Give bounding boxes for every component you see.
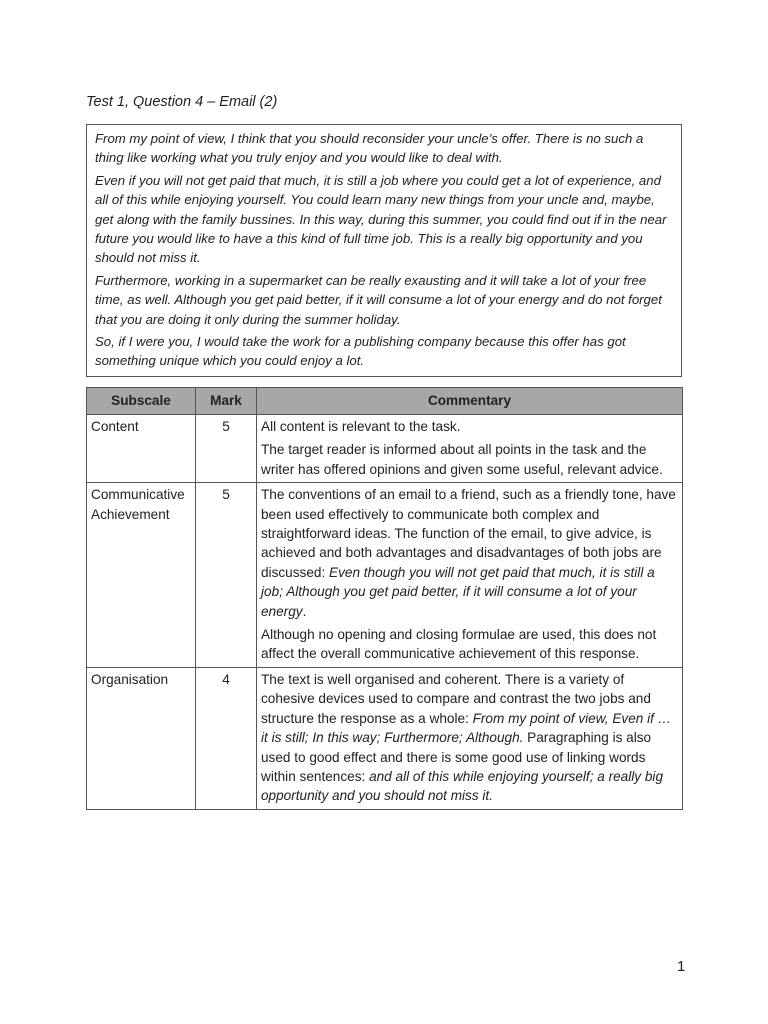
page-number: 1: [677, 958, 686, 975]
quoted-example: Even though you will not get paid that much, it is still a job; Although you get paid better, if it will consume a lot of your energy: [261, 564, 655, 619]
table-row: [87, 483, 683, 668]
mark-cell: 4: [196, 667, 257, 809]
assessment-table: [86, 387, 683, 810]
commentary-paragraph: [261, 670, 678, 806]
quoted-example: and all of this while enjoying yourself; a really big opportunity and you should not miss it.: [261, 768, 664, 804]
essay-paragraph: Even if you will not get paid that much, it is still a job where you could get a lot of experience, and all of this while enjoying yourself. You could learn many new things from your uncle and, maybe, get along with the family bussines. In this way, during this summer, you could find out if in the near future you would like to have a this kind of full time job. This is a really big opportunity and you should not miss it.: [95, 172, 667, 266]
commentary-paragraph: [261, 485, 678, 621]
commentary-text: Although no opening and closing formulae are used, this does not affect the overall communicative achievement of this response.: [261, 627, 657, 662]
commentary-text: .: [302, 603, 307, 619]
header-subscale: Subscale: [87, 388, 196, 415]
page-title: Test 1, Question 4 – Email (2): [86, 94, 278, 110]
commentary-text: The text is well organised and coherent. There is a variety of cohesive devices used to compare and contrast the two jobs and structure the response as a whole:: [261, 671, 651, 726]
mark-cell: 5: [196, 415, 257, 483]
subscale-cell: Content: [87, 415, 196, 483]
essay-paragraph: So, if I were you, I would take the work for a publishing company because this offer has got something unique which you could enjoy a lot.: [95, 334, 626, 369]
commentary-paragraph: [261, 417, 678, 436]
commentary-text: The conventions of an email to a friend, such as a friendly tone, have been used effectively to communicate both complex and straightforward ideas. The function of the email, to give advice, is achieved and both advantages and disadvantages of both jobs are discussed:: [261, 487, 676, 580]
commentary-text: All content is relevant to the task.: [261, 419, 461, 434]
commentary-cell: [257, 667, 683, 809]
commentary-paragraph: [261, 440, 678, 479]
table-header-row: [87, 388, 683, 415]
essay-paragraph: Furthermore, working in a supermarket can be really exausting and it will take a lot of your free time, as well. Although you get paid better, if it will consume a lot of your energy and do not forget that you are doing it only during the summer holiday.: [95, 272, 662, 327]
subscale-cell: Communicative Achievement: [87, 483, 196, 668]
header-commentary: Commentary: [257, 388, 683, 415]
essay-paragraph: From my point of view, I think that you should reconsider your uncle’s offer. There is no such a thing like working what you truly enjoy and you would like to deal with.: [95, 131, 644, 166]
commentary-cell: [257, 483, 683, 668]
commentary-cell: [257, 415, 683, 483]
commentary-paragraph: [261, 625, 678, 664]
commentary-text: The target reader is informed about all points in the task and the writer has offered opinions and given some useful, relevant advice.: [261, 442, 663, 477]
commentary-text: Paragraphing is also used to good effect and there is some good use of linking words within sentences:: [261, 730, 652, 784]
mark-cell: 5: [196, 483, 257, 668]
table-row: [87, 667, 683, 809]
table-row: [87, 415, 683, 483]
header-mark: Mark: [196, 388, 257, 415]
subscale-cell: Organisation: [87, 667, 196, 809]
quoted-example: From my point of view, Even if … it is still; In this way; Furthermore; Although.: [261, 710, 672, 746]
essay-box: [86, 124, 682, 377]
